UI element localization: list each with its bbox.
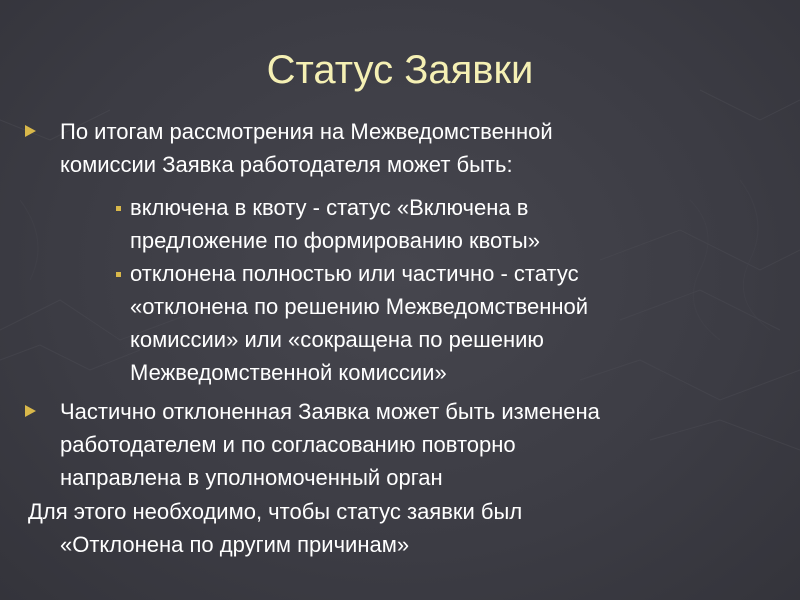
sub-bullet-2-line-2: «отклонена по решению Межведомственной (130, 294, 589, 319)
square-bullet-icon (116, 272, 121, 277)
note-line-1: Для этого необходимо, чтобы статус заявки был (28, 499, 523, 524)
bullet-2-line-3: направлена в уполномоченный орган (60, 465, 443, 490)
note-line-2: «Отклонена по другим причинам» (60, 532, 410, 557)
sub-bullet-2-line-1: отклонена полностью или частично - статус (130, 261, 579, 286)
sub-bullet-1-line-1: включена в квоту - статус «Включена в (130, 195, 529, 220)
bullet-2-line-1: Частично отклоненная Заявка может быть изменена (60, 399, 600, 424)
sub-bullet-2-line-4: Межведомственной комиссии» (130, 360, 447, 385)
triangle-bullet-icon (25, 125, 36, 137)
square-bullet-icon (116, 206, 121, 211)
slide-title: Статус Заявки (266, 48, 534, 92)
bullet-1-line-2: комиссии Заявка работодателя может быть: (60, 152, 513, 177)
bullet-1-line-1: По итогам рассмотрения на Межведомственной (60, 119, 553, 144)
bullet-2-line-2: работодателем и по согласованию повторно (60, 432, 516, 457)
sub-bullet-2-line-3: комиссии» или «сокращена по решению (130, 327, 544, 352)
sub-bullet-1-line-2: предложение по формированию квоты» (130, 228, 540, 253)
triangle-bullet-icon (25, 405, 36, 417)
